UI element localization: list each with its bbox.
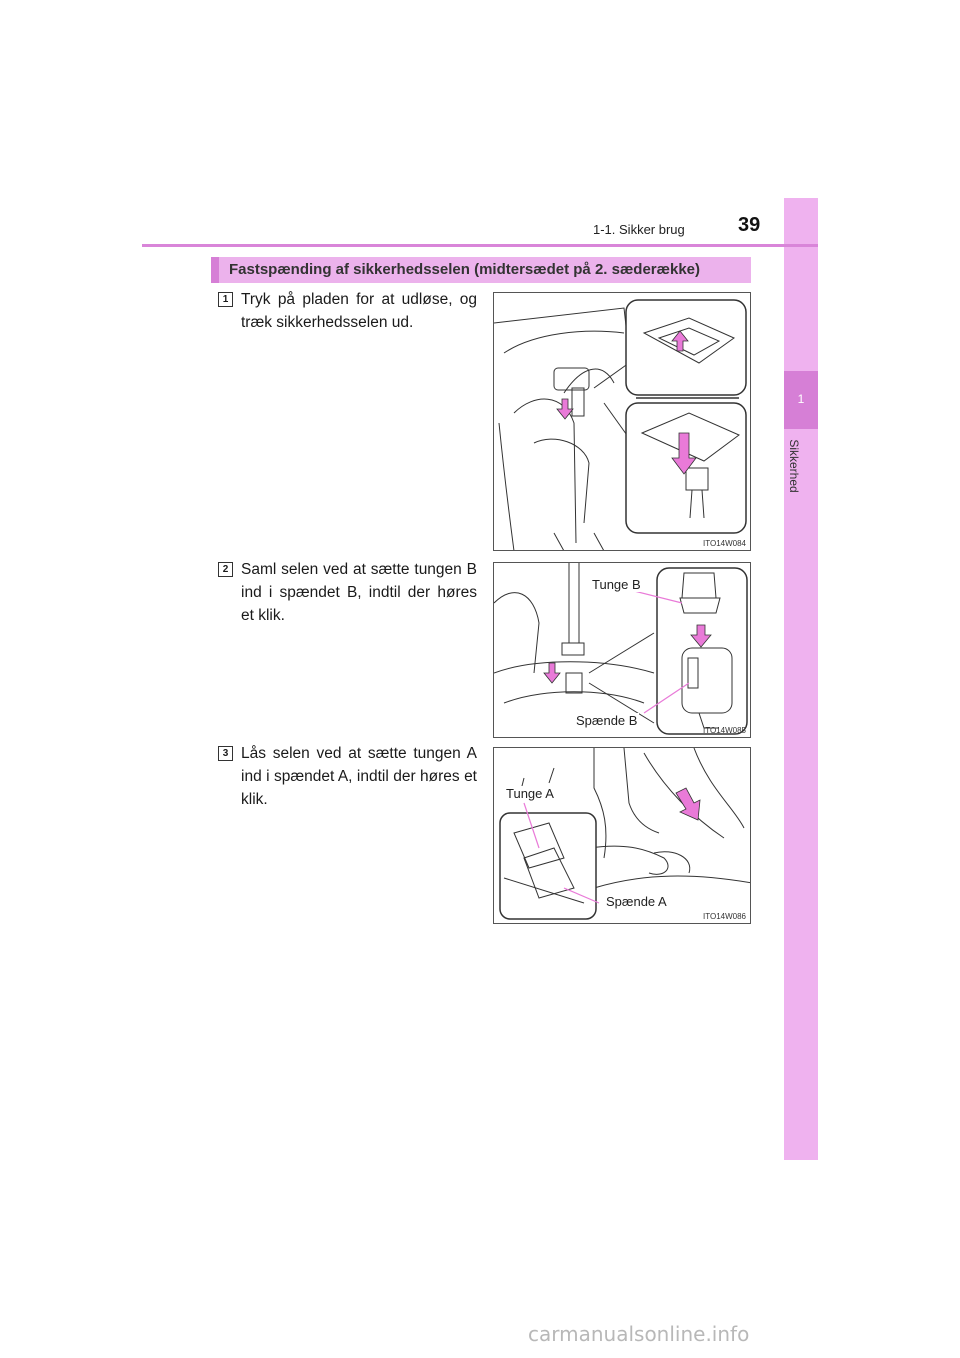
- chapter-name: Sikkerhed: [787, 439, 801, 493]
- step-2-illustration: [493, 562, 751, 738]
- step-2-text: Saml selen ved at sætte tungen B ind i spændet B, indtil der høres et klik.: [241, 561, 477, 624]
- step-1-number: 1: [218, 292, 233, 307]
- chapter-number: 1: [797, 392, 805, 406]
- tongue-b-label: Tunge B: [592, 577, 641, 592]
- step-3-text: Lås selen ved at sætte tungen A ind i spændet A, indtil der høres et klik.: [241, 745, 477, 808]
- figure-code: ITO14W085: [703, 726, 746, 735]
- figure-code: ITO14W086: [703, 912, 746, 921]
- step-2-number: 2: [218, 562, 233, 577]
- tongue-a-label: Tunge A: [506, 786, 554, 801]
- header-divider: [142, 244, 818, 247]
- breadcrumb: 1-1. Sikker brug: [593, 222, 685, 237]
- watermark: carmanualsonline.info: [528, 1322, 750, 1346]
- step-3-illustration: [493, 747, 751, 924]
- buckle-b-label: Spænde B: [576, 713, 638, 728]
- step-1-text: Tryk på pladen for at udløse, og træk sikkerhedsselen ud.: [241, 291, 477, 331]
- step-3-number: 3: [218, 746, 233, 761]
- page-number: 39: [738, 214, 761, 236]
- buckle-a-label: Spænde A: [606, 894, 667, 909]
- section-heading: Fastspænding af sikkerhedsselen (midtersædet på 2. sæderække): [211, 257, 751, 283]
- figure-code: ITO14W084: [703, 539, 746, 548]
- chapter-side-tab: [784, 198, 818, 1160]
- step-1-illustration: [493, 292, 751, 551]
- seat-belt-release-drawing: [494, 293, 751, 551]
